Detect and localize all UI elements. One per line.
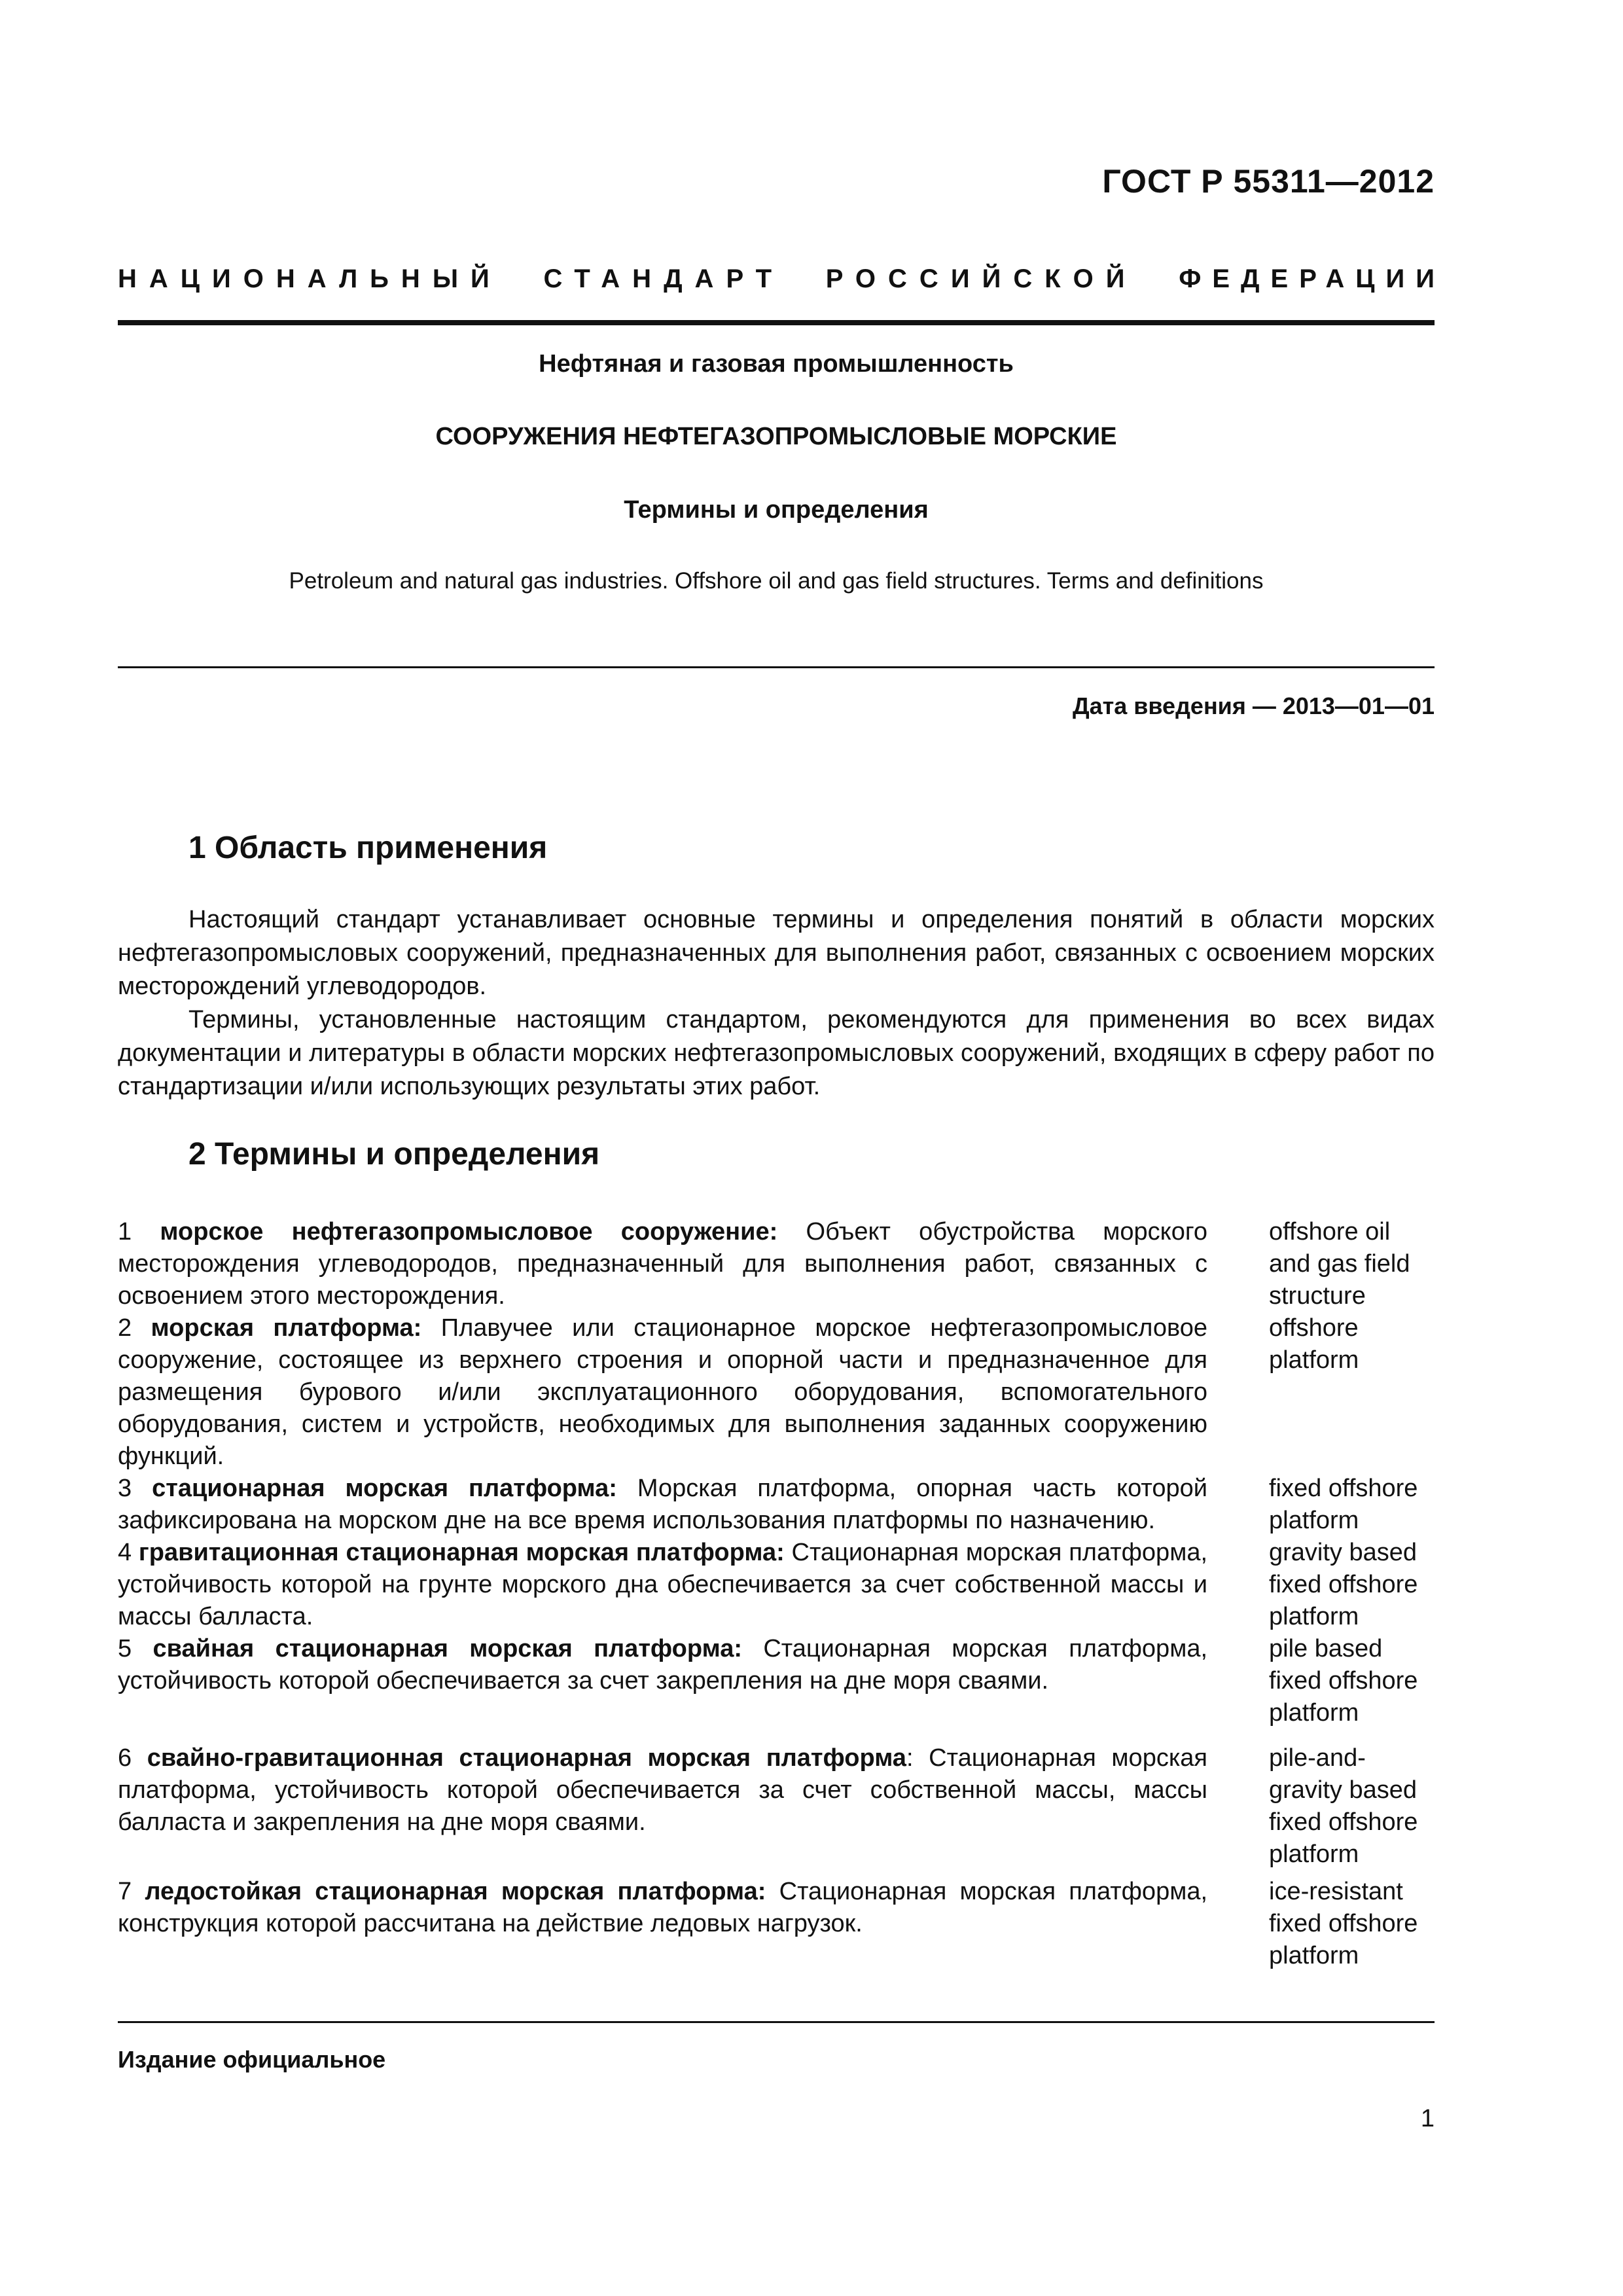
term-english: gravity based fixed offshore platform bbox=[1269, 1539, 1418, 1630]
term-row bbox=[118, 1537, 1435, 1633]
term-name: гравитационная стационарная морская платформа: bbox=[138, 1539, 785, 1566]
national-header-word: СТАНДАРТ bbox=[543, 264, 785, 293]
term-number: 6 bbox=[118, 1744, 132, 1772]
term-row bbox=[118, 1312, 1435, 1473]
term-definition-cell bbox=[118, 1876, 1269, 1972]
term-number: 7 bbox=[118, 1878, 132, 1905]
national-header-word: ФЕДЕРАЦИИ bbox=[1179, 264, 1446, 293]
term-name: морская платформа: bbox=[151, 1314, 422, 1342]
term-definition: Стационарная морская платформа, устойчивость которой обеспечивается за счет закрепления на дне моря сваями. bbox=[118, 1635, 1208, 1695]
term-row bbox=[118, 1473, 1435, 1537]
term-definition-cell bbox=[118, 1537, 1269, 1633]
term-name: свайно-гравитационная стационарная морская платформа bbox=[147, 1744, 906, 1772]
term-english: offshore platform bbox=[1269, 1314, 1359, 1374]
term-english: fixed offshore platform bbox=[1269, 1475, 1418, 1534]
section-1-paragraph: Настоящий стандарт устанавливает основные термины и определения понятий в области морских нефтегазопромысловых сооружений, предназначенных для выполнения работ, связанных с освоением морских месторождений углеводородов. bbox=[118, 906, 1435, 1000]
national-header-word: РОССИЙСКОЙ bbox=[825, 264, 1137, 293]
term-definition: Плавучее или стационарное морское нефтегазопромысловое сооружение, состоящее из верхнего строения и опорной части и предназначенное для размещения бурового и/или эксплуатационного оборудования, вспомогательного оборудования, систем и устройств, необходимых для выполнения заданных сооружению функций. bbox=[118, 1314, 1208, 1470]
term-english: pile based fixed offshore platform bbox=[1269, 1635, 1418, 1727]
term-row bbox=[118, 1216, 1435, 1312]
english-title: Petroleum and natural gas industries. Offshore oil and gas field structures. Terms and definitions bbox=[289, 568, 1264, 594]
term-english: offshore oil and gas field structure bbox=[1269, 1218, 1410, 1310]
term-definition-cell bbox=[118, 1216, 1269, 1312]
term-definition-cell bbox=[118, 1742, 1269, 1876]
term-number: 3 bbox=[118, 1475, 132, 1502]
gost-number: ГОСТ Р 55311—2012 bbox=[1102, 163, 1435, 200]
national-standard-header bbox=[118, 264, 1446, 294]
term-definition-cell bbox=[118, 1473, 1269, 1537]
industry-line: Нефтяная и газовая промышленность bbox=[539, 350, 1014, 378]
term-english: ice-resistant fixed offshore platform bbox=[1269, 1878, 1418, 1969]
section-2-title: 2 Термины и определения bbox=[188, 1137, 600, 1172]
term-definition-cell bbox=[118, 1633, 1269, 1742]
term-definition: : Стационарная морская платформа, устойчивость которой обеспечивается за счет собственной массы, массы балласта и закрепления на дне моря сваями. bbox=[118, 1744, 1207, 1836]
term-definition: Объект обустройства морского месторождения углеводородов, предназначенный для выполнения работ, связанных с освоением этого месторождения. bbox=[118, 1218, 1208, 1310]
document-title: СООРУЖЕНИЯ НЕФТЕГАЗОПРОМЫСЛОВЫЕ МОРСКИЕ bbox=[435, 423, 1117, 450]
term-name: ледостойкая стационарная морская платформа: bbox=[145, 1878, 766, 1905]
document-subtitle: Термины и определения bbox=[624, 496, 929, 524]
title-divider bbox=[118, 666, 1435, 668]
term-row bbox=[118, 1633, 1435, 1742]
term-number: 2 bbox=[118, 1314, 132, 1342]
footer-divider bbox=[118, 2021, 1435, 2023]
term-name: морское нефтегазопромысловое сооружение: bbox=[160, 1218, 778, 1246]
national-header-word: НАЦИОНАЛЬНЫЙ bbox=[118, 264, 502, 293]
term-definition: Морская платформа, опорная часть которой зафиксирована на морском дне на все время использования платформы по назначению. bbox=[118, 1475, 1207, 1534]
terms-table bbox=[118, 1216, 1435, 1972]
term-definition: Стационарная морская платформа, конструкция которой рассчитана на действие ледовых нагрузок. bbox=[118, 1878, 1208, 1937]
introduction-date: Дата введения — 2013—01—01 bbox=[1072, 692, 1435, 719]
term-number: 4 bbox=[118, 1539, 132, 1566]
term-number: 5 bbox=[118, 1635, 132, 1662]
term-definition-cell bbox=[118, 1312, 1269, 1473]
section-1-body bbox=[118, 903, 1435, 1103]
term-name: свайная стационарная морская платформа: bbox=[152, 1635, 742, 1662]
page-number: 1 bbox=[1420, 2105, 1435, 2132]
section-1-title: 1 Область применения bbox=[188, 831, 548, 865]
official-edition-label: Издание официальное bbox=[118, 2046, 386, 2073]
section-1-paragraph: Термины, установленные настоящим стандартом, рекомендуются для применения во всех видах документации и литературы в области морских нефтегазопромысловых сооружений, входящих в сферу работ по стандартизации и/или использующих результаты этих работ. bbox=[118, 1006, 1435, 1100]
term-english: pile-and-gravity based fixed offshore platform bbox=[1269, 1744, 1418, 1868]
term-number: 1 bbox=[118, 1218, 132, 1246]
term-row bbox=[118, 1876, 1435, 1972]
term-row bbox=[118, 1742, 1435, 1876]
term-name: стационарная морская платформа: bbox=[152, 1475, 617, 1502]
term-definition: Стационарная морская платформа, устойчивость которой на грунте морского дна обеспечивается за счет собственной массы и массы балласта. bbox=[118, 1539, 1208, 1630]
header-divider bbox=[118, 320, 1435, 325]
